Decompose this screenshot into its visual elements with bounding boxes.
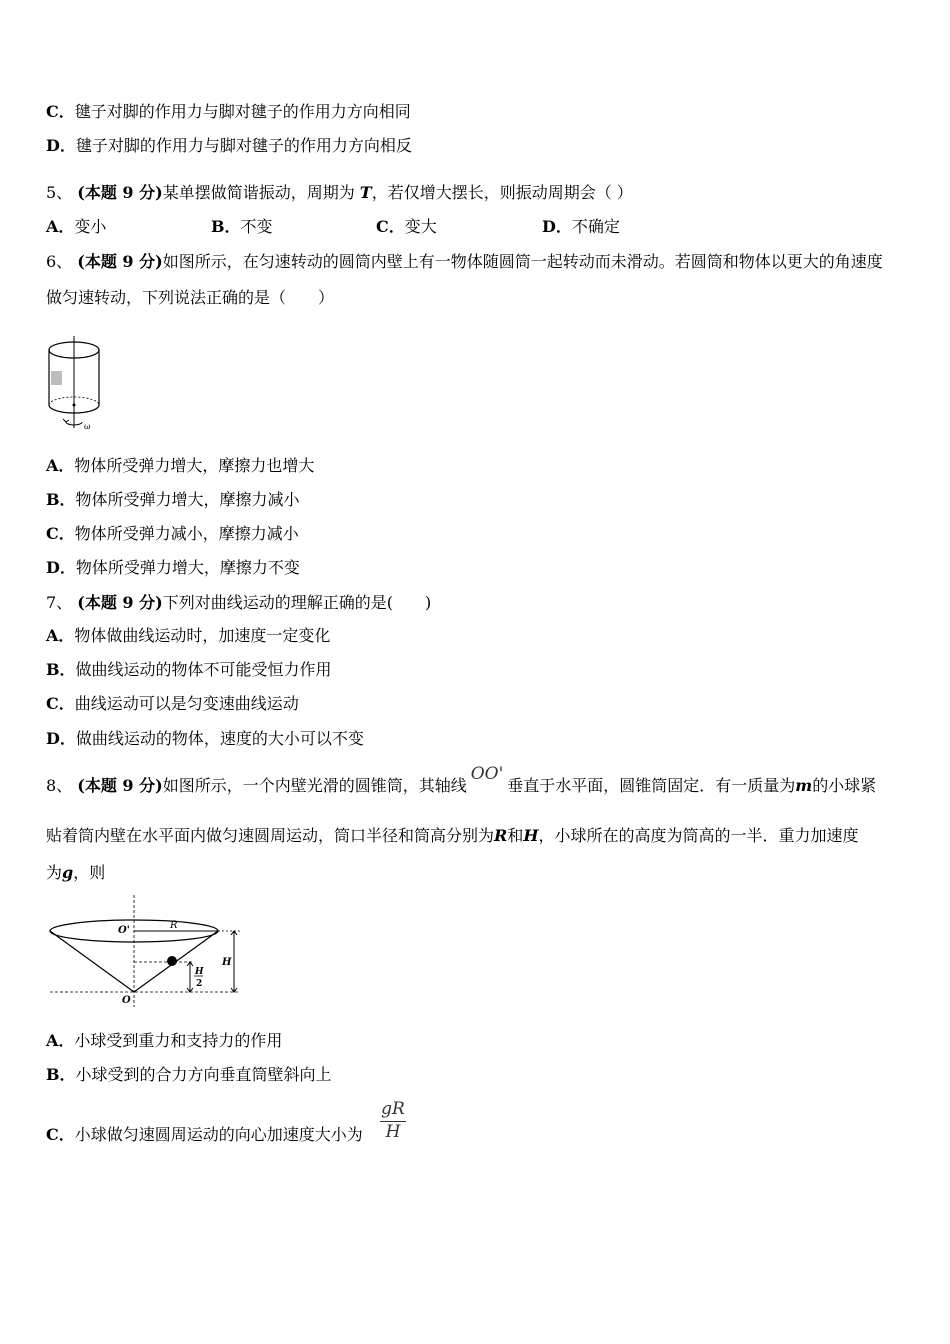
option-label: C． (46, 694, 75, 713)
question-5-stem (46, 183, 633, 203)
option-text: 毽子对脚的作用力与脚对毽子的作用力方向相反 (75, 136, 412, 155)
option-label: B． (46, 660, 76, 679)
option-label: A． (46, 456, 75, 475)
stem-text: 的小球紧 (812, 776, 877, 795)
question-6-option-b (46, 490, 300, 510)
option-text: 物体所受弹力减小，摩擦力减小 (74, 524, 299, 543)
option-d-prev (46, 136, 412, 156)
option-label: A． (46, 626, 75, 645)
object-block (51, 371, 62, 385)
option-text: 变小 (74, 217, 107, 236)
question-5-options (46, 217, 746, 237)
option-text: 物体所受弹力增大，摩擦力减小 (75, 490, 300, 509)
cylinder-figure (44, 336, 114, 440)
option-label: D． (542, 217, 572, 236)
option-label: A． (46, 217, 75, 236)
option-label: D． (46, 136, 76, 155)
option-label: C． (46, 102, 75, 121)
question-6-option-d (46, 558, 300, 578)
question-number: 7、 (46, 593, 73, 612)
label-r: R (170, 920, 178, 931)
stem-text: ，若仅增大摆长，则振动周期会（ ） (371, 183, 633, 202)
stem-text: ，则 (73, 863, 106, 882)
stem-text: 如图所示，一个内壁光滑的圆锥筒，其轴线 (162, 776, 467, 795)
option-text: 不变 (240, 217, 273, 236)
question-7-option-c (46, 694, 299, 714)
option-text: 做曲线运动的物体不可能受恒力作用 (75, 660, 332, 679)
option-label: A． (46, 1031, 75, 1050)
stem-text: 下列对曲线运动的理解正确的是( ) (162, 593, 432, 612)
question-8-stem-line1 (46, 764, 877, 796)
radius-variable: R (494, 826, 508, 845)
option-c (376, 217, 437, 237)
question-8-option-b (46, 1065, 332, 1085)
question-7-option-a (46, 626, 330, 646)
question-8-stem-line3 (46, 863, 105, 883)
option-text: 小球受到重力和支持力的作用 (74, 1031, 283, 1050)
ball (167, 956, 177, 966)
label-h: H (222, 957, 232, 968)
height-variable: H (523, 826, 539, 845)
label-o: O (122, 995, 131, 1006)
option-label: B． (46, 1065, 76, 1084)
question-8-option-c (46, 1125, 363, 1145)
question-score: (本题 9 分) (77, 593, 163, 612)
stem-text: 如图所示，在匀速转动的圆筒内壁上有一物体随圆筒一起转动而未滑动。若圆筒和物体以更大的角速度 (162, 252, 883, 271)
fraction-numerator: gR (381, 1099, 405, 1119)
question-6-stem-line2 (46, 288, 334, 308)
option-label: C． (46, 1125, 75, 1144)
label-half-num: H (195, 967, 204, 977)
option-text: 物体所受弹力增大，摩擦力不变 (75, 558, 300, 577)
question-8-stem-line2 (46, 826, 858, 846)
omega-label: ω (84, 422, 91, 431)
question-score: (本题 9 分) (77, 183, 163, 202)
option-label: B． (211, 217, 241, 236)
option-label: C． (376, 217, 405, 236)
option-label: D． (46, 558, 76, 577)
option-d (542, 217, 620, 237)
gravity-variable: g (62, 863, 74, 882)
fraction-gr-over-h (378, 1099, 408, 1142)
question-number: 5、 (46, 183, 73, 202)
question-number: 6、 (46, 252, 73, 271)
stem-text: 贴着筒内壁在水平面内做匀速圆周运动，筒口半径和筒高分别为 (46, 826, 495, 845)
option-text: 不确定 (571, 217, 620, 236)
option-text: 毽子对脚的作用力与脚对毽子的作用力方向相同 (74, 102, 411, 121)
stem-text: ，小球所在的高度为筒高的一半．重力加速度 (538, 826, 859, 845)
stem-text: 某单摆做简谐振动，周期为 (162, 183, 360, 202)
option-text: 小球受到的合力方向垂直筒壁斜向上 (75, 1065, 332, 1084)
label-o-prime: O' (118, 925, 130, 936)
option-text: 物体做曲线运动时，加速度一定变化 (74, 626, 331, 645)
question-8-option-a (46, 1031, 282, 1051)
question-score: (本题 9 分) (77, 252, 163, 271)
option-text: 做曲线运动的物体，速度的大小可以不变 (75, 729, 364, 748)
question-6-stem-line1 (46, 252, 883, 272)
axis-oo-prime: OO' (470, 764, 504, 784)
question-number: 8、 (46, 776, 73, 795)
mass-variable: m (795, 776, 813, 795)
cone-figure (44, 895, 254, 1007)
question-7-option-d (46, 729, 364, 749)
period-variable: T (359, 183, 372, 202)
question-6-option-c (46, 524, 299, 544)
stem-text: 和 (507, 826, 524, 845)
fraction-denominator: H (385, 1122, 401, 1142)
option-c-prev (46, 102, 411, 122)
axis-center-dot (73, 404, 76, 407)
option-b (211, 217, 273, 237)
option-text: 变大 (404, 217, 437, 236)
question-score: (本题 9 分) (77, 776, 163, 795)
stem-text: 垂直于水平面，圆锥筒固定．有一质量为 (507, 776, 796, 795)
option-label: C． (46, 524, 75, 543)
question-7-stem (46, 593, 431, 613)
option-label: B． (46, 490, 76, 509)
stem-text: 做匀速转动，下列说法正确的是（ ） (46, 288, 335, 307)
question-6-option-a (46, 456, 314, 476)
option-a (46, 217, 106, 237)
option-text: 小球做匀速圆周运动的向心加速度大小为 (74, 1125, 363, 1144)
option-text: 物体所受弹力增大，摩擦力也增大 (74, 456, 315, 475)
stem-text: 为 (46, 863, 63, 882)
label-half-den: 2 (196, 979, 203, 989)
option-label: D． (46, 729, 76, 748)
option-text: 曲线运动可以是匀变速曲线运动 (74, 694, 299, 713)
question-7-option-b (46, 660, 332, 680)
